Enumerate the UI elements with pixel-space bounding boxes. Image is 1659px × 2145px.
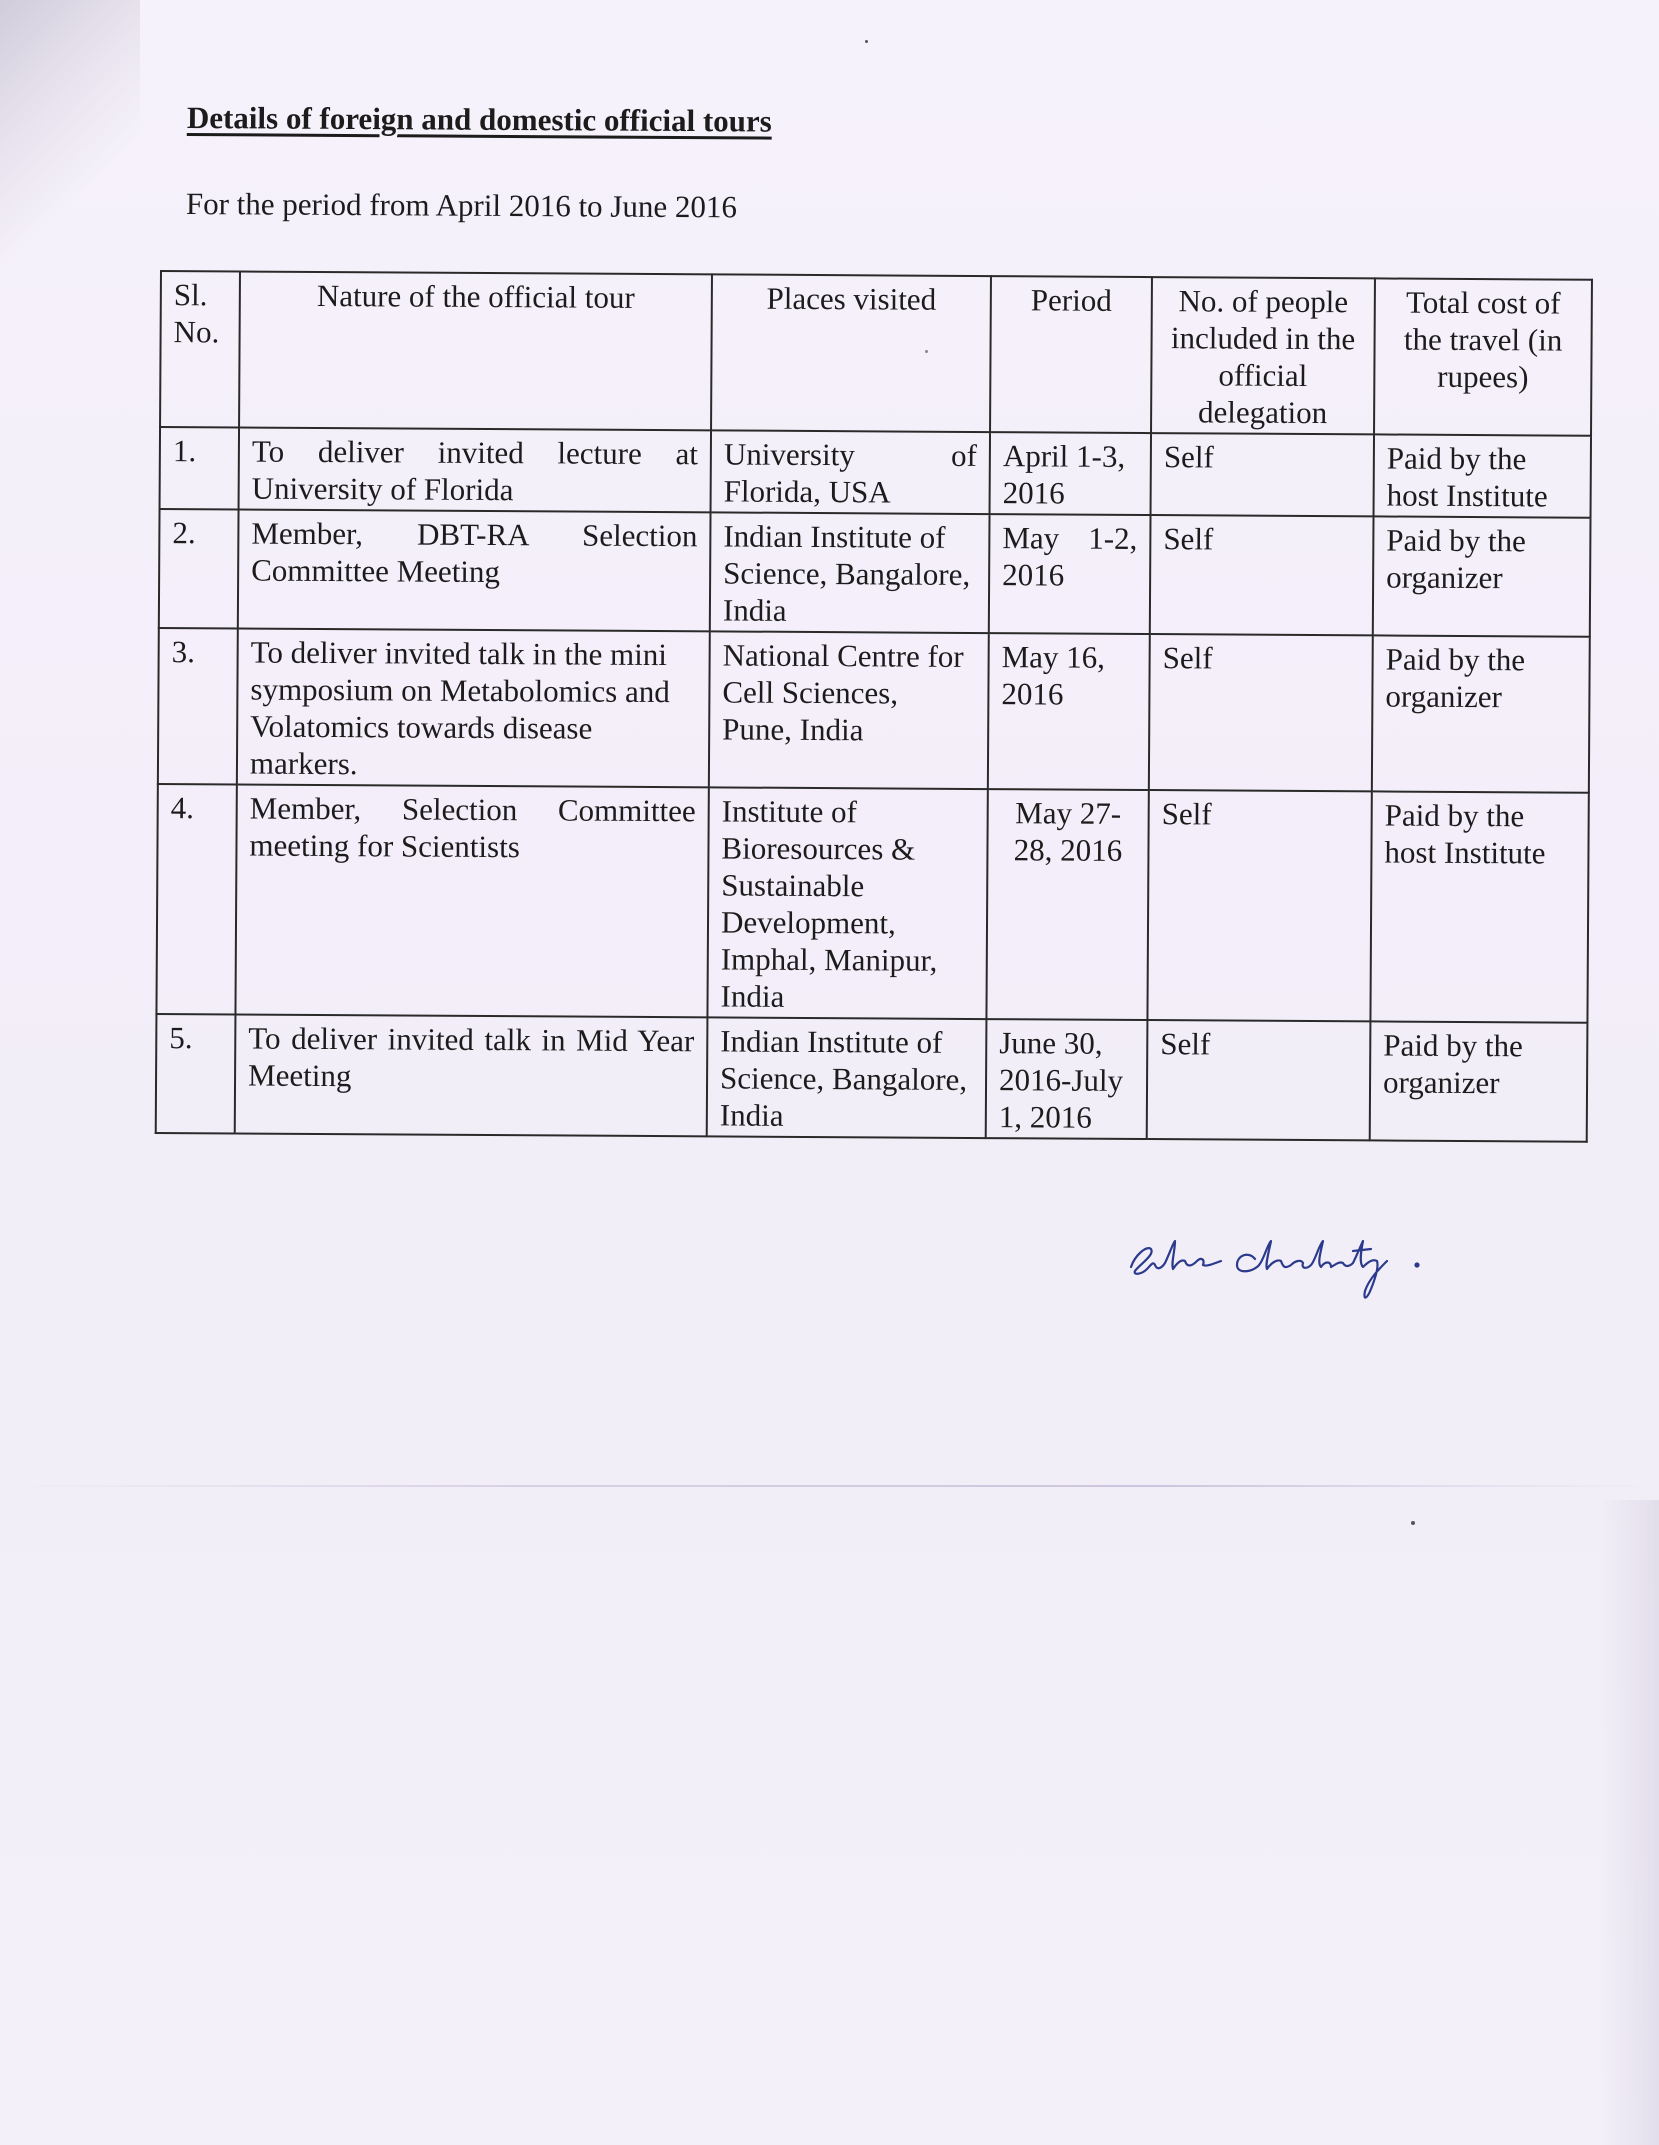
- header-sl-no: Sl. No.: [160, 271, 240, 427]
- cell-people: Self: [1149, 634, 1373, 791]
- table-row: [156, 784, 1588, 1023]
- cell-sl-no: 5.: [156, 1014, 236, 1133]
- cell-sl-no: 2.: [159, 509, 239, 628]
- cell-nature: To deliver invited lecture at University of Florida: [239, 427, 711, 512]
- cell-period: May 1-2, 2016: [989, 514, 1151, 634]
- cell-sl-no: 4.: [156, 784, 236, 1014]
- scan-speck: [1411, 1521, 1415, 1525]
- cell-nature: Member, DBT-RA Selection Committee Meeting: [238, 509, 711, 631]
- page-edge-shadow: [1599, 1500, 1659, 2145]
- header-period: Period: [990, 276, 1152, 433]
- cell-people: Self: [1151, 433, 1374, 516]
- scan-speck: [925, 350, 928, 353]
- document-title: Details of foreign and domestic official tours: [186, 100, 772, 139]
- cell-places: Indian Institute of Science, Bangalore, India: [710, 512, 990, 633]
- table-row: [159, 509, 1591, 637]
- cell-people: Self: [1150, 515, 1374, 635]
- table-header-row: [160, 271, 1592, 436]
- cell-nature: To deliver invited talk in Mid Year Meeting: [235, 1014, 708, 1136]
- table-row: [160, 427, 1591, 518]
- cell-nature: To deliver invited talk in the mini symposium on Metabolomics and Volatomics towards disease markers.: [237, 628, 710, 787]
- cell-people: Self: [1147, 1020, 1371, 1140]
- header-places: Places visited: [711, 274, 991, 432]
- handwritten-signature: [1125, 1215, 1425, 1305]
- paper-fold-line: [0, 1485, 1659, 1487]
- cell-cost: Paid by the organizer: [1373, 516, 1591, 636]
- tours-table-container: [155, 270, 1593, 1143]
- header-cost: Total cost of the travel (in rupees): [1374, 278, 1592, 435]
- cell-places: Indian Institute of Science, Bangalore, India: [707, 1017, 987, 1138]
- page-corner-shadow: [0, 0, 140, 320]
- cell-sl-no: 3.: [158, 628, 238, 784]
- cell-places: University of Florida, USA: [711, 430, 990, 514]
- cell-places: National Centre for Cell Sciences, Pune, India: [709, 631, 989, 789]
- cell-nature: Member, Selection Committee meeting for Scientists: [235, 784, 708, 1017]
- scan-speck: [865, 40, 868, 43]
- cell-cost: Paid by the organizer: [1372, 635, 1590, 792]
- cell-period: May 16, 2016: [988, 633, 1150, 790]
- table-row: [156, 1014, 1588, 1142]
- period-statement: For the period from April 2016 to June 2016: [185, 186, 738, 225]
- cell-sl-no: 1.: [160, 427, 239, 509]
- header-nature: Nature of the official tour: [239, 271, 712, 430]
- cell-cost: Paid by the host Institute: [1374, 434, 1591, 517]
- cell-period: June 30, 2016-July 1, 2016: [986, 1019, 1148, 1139]
- cell-period: May 27-28, 2016: [986, 789, 1148, 1020]
- tours-table: [155, 270, 1593, 1143]
- header-people: No. of people included in the official delegation: [1151, 277, 1375, 434]
- cell-places: Institute of Bioresources & Sustainable Development, Imphal, Manipur, India: [707, 787, 987, 1019]
- cell-people: Self: [1147, 790, 1371, 1021]
- cell-cost: Paid by the host Institute: [1370, 791, 1588, 1022]
- cell-period: April 1-3, 2016: [990, 432, 1151, 515]
- cell-cost: Paid by the organizer: [1370, 1021, 1588, 1141]
- table-row: [158, 628, 1590, 793]
